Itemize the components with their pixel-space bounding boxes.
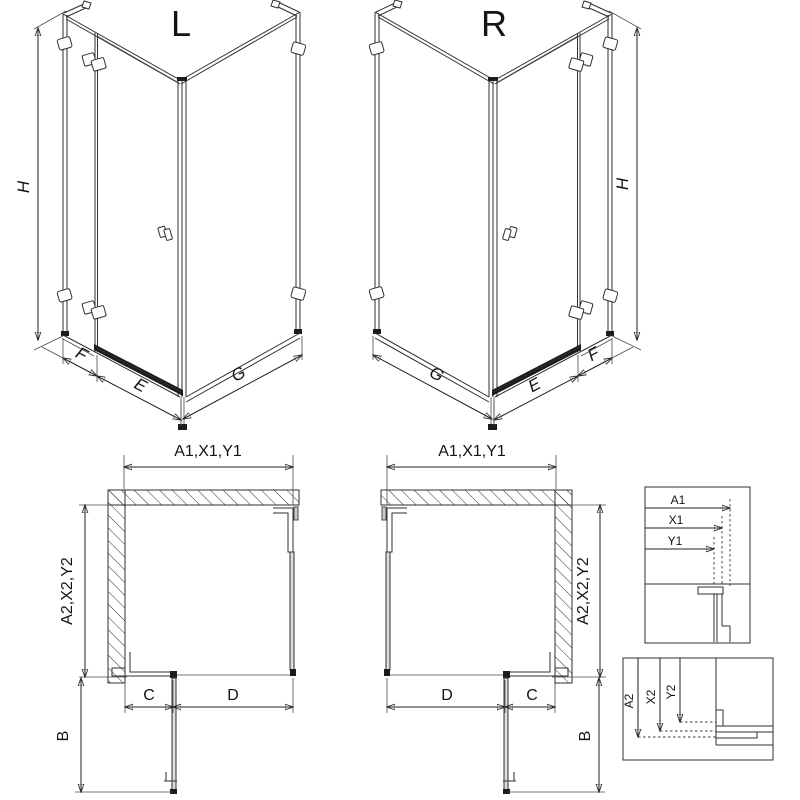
side-panel-plan — [382, 507, 407, 676]
plan-view-right — [381, 443, 606, 794]
dim-label-b: B — [55, 730, 72, 742]
dim-label-g: G — [426, 362, 447, 386]
detail-label-x2: X2 — [644, 689, 658, 705]
door-hinges — [82, 53, 107, 320]
dim-label-d: D — [227, 687, 239, 704]
dimension-cd-left — [125, 678, 293, 713]
iso-view-left — [14, 0, 306, 430]
detail-label-y2: Y2 — [664, 684, 678, 700]
wall-clamps — [57, 36, 306, 302]
dim-label-c: C — [526, 687, 538, 704]
dim-label-e: E — [131, 374, 151, 397]
door-hinge-edge — [578, 33, 581, 352]
dim-label-f: F — [584, 343, 603, 365]
corner-profile-section — [698, 587, 730, 642]
dimension-b-right — [508, 678, 605, 792]
door-plan — [164, 671, 177, 794]
dim-label-a1x1y1: A1,X1,Y1 — [438, 443, 506, 460]
detail-label-y1: Y1 — [667, 534, 683, 548]
variant-title-left: L — [170, 3, 192, 44]
corner-post — [177, 77, 187, 430]
wall-left-hatch — [108, 490, 125, 683]
dim-label-e: E — [524, 374, 544, 397]
dim-label-b: B — [577, 730, 594, 742]
door-handle — [158, 226, 173, 241]
bracket-flange — [82, 1, 91, 9]
wall-right-hatch — [555, 490, 572, 683]
dim-label-c: C — [143, 687, 155, 704]
corner-post — [488, 77, 498, 430]
wall-top-hatch — [108, 490, 299, 505]
dim-label-h: H — [613, 177, 632, 191]
detail-label-a2: A2 — [622, 693, 636, 709]
dim-label-a2x2y2: A2,X2,Y2 — [59, 557, 76, 625]
detail-label-a1: A1 — [670, 493, 686, 507]
detail-a2-box — [622, 658, 773, 760]
iso-view-right — [369, 0, 641, 430]
fixed-segment-plan — [390, 652, 568, 676]
dimension-cd-right — [387, 678, 555, 713]
door-handle — [502, 226, 517, 240]
dimension-g-left — [183, 336, 302, 419]
dim-label-d: D — [441, 687, 453, 704]
door-hinges — [569, 53, 594, 320]
dim-label-g: G — [228, 362, 249, 386]
detail-label-x1: X1 — [668, 513, 684, 527]
fixed-segment-plan — [112, 652, 290, 676]
variant-title-right: R — [481, 3, 507, 44]
plan-view-left — [55, 443, 299, 794]
wall-top-hatch — [381, 490, 572, 505]
detail-a1-box — [645, 487, 750, 643]
dim-label-a2x2y2: A2,X2,Y2 — [575, 557, 592, 625]
dim-label-h: H — [14, 180, 33, 194]
dim-label-f: F — [72, 343, 91, 365]
dim-label-a1x1y1: A1,X1,Y1 — [174, 443, 242, 460]
wall-profile-right — [582, 1, 614, 336]
wall-profile-left — [61, 1, 91, 336]
threshold-profile-section — [716, 710, 773, 738]
dimension-h-left — [14, 11, 66, 350]
door-hinge-edge — [95, 33, 98, 352]
dimension-g-right — [373, 336, 492, 419]
side-panel-plan — [273, 507, 298, 676]
